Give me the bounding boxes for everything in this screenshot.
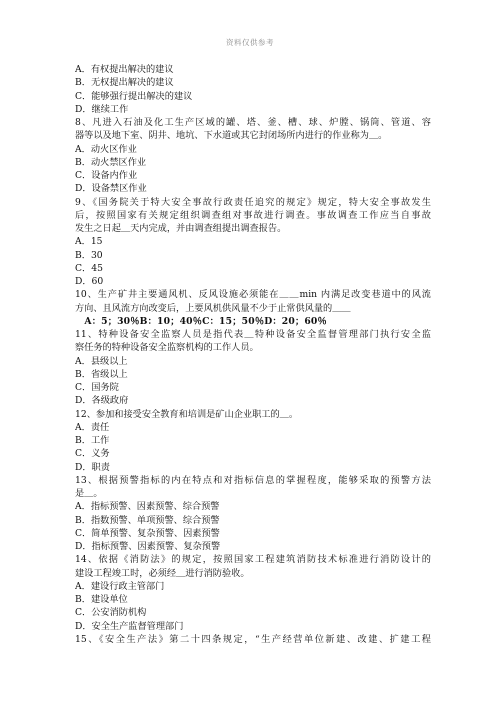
text-line: D．继续工作 [75, 103, 129, 115]
text-line: 13、根据预警指标的内在特点和对指标信息的掌握程度，能够采取的预警方法 [75, 474, 431, 486]
text-line: 9、《国务院关于特大安全事故行政责任追究的规定》规定，特大安全事故发生 [75, 196, 431, 208]
text-line: 是＿。 [75, 488, 103, 499]
document-body [75, 63, 431, 646]
text-line: B．动火禁区作业 [75, 156, 147, 168]
text-line: B．指数预警、单项预警、综合预警 [75, 514, 220, 526]
text-line: D．各级政府 [75, 395, 129, 407]
text-line: B．无权提出解决的建议 [75, 77, 174, 89]
text-line: A．动火区作业 [75, 143, 137, 155]
text-line: C．45 [75, 262, 103, 274]
text-line: 器等以及地下室、阴井、地坑、下水道或其它封闭场所内进行的作业称为＿。 [75, 130, 388, 142]
text-line: D．安全生产监督管理部门 [75, 620, 184, 632]
text-line: 15、《安全生产法》第二十四条规定，“生产经营单位新建、改建、扩建工程 [75, 633, 431, 645]
text-line: D．设备禁区作业 [75, 183, 147, 195]
text-line: A．15 [75, 236, 103, 248]
text-line: 10、生产矿井主要通风机、反风设施必须能在＿＿min 内满足改变巷道中的风流 [75, 289, 431, 301]
text-line: C．公安消防机构 [75, 607, 147, 619]
text-line: 发生之日起＿天内完成，并由调查组提出调查报告。 [75, 223, 287, 234]
text-line: D．职责 [75, 461, 110, 473]
text-line: 方向、且风流方向改变后，上要风机供风量不少于止常供风量的＿＿ [75, 302, 351, 314]
text-line: A．责任 [75, 421, 110, 433]
text-line: 察任务的特种设备安全监察机构的工作人员。 [75, 342, 259, 354]
text-line: 8、凡进入石油及化工生产区域的罐、塔、釜、槽、球、炉膛、锅筒、管道、容 [75, 117, 431, 128]
text-line: A．建设行政主管部门 [75, 580, 165, 592]
text-line: 建设工程竣工时，必须经＿进行消防验收。 [75, 567, 250, 579]
text-line: 后，按照国家有关规定组织调查组对事故进行调查。事故调查工作应当自事故 [75, 209, 431, 221]
text-line: C．设备内作业 [75, 170, 138, 181]
text-line: 11、特种设备安全监察人员是指代表＿特种设备安全监督管理部门执行安全监 [75, 329, 431, 340]
text-line: A．县级以上 [75, 355, 128, 367]
text-line: C．简单预警、复杂预警、因素预警 [75, 527, 220, 539]
text-line: A．指标预警、因素预警、综合预警 [75, 501, 220, 513]
text-line: B．建设单位 [75, 594, 128, 605]
text-line: A．有权提出解决的建议 [75, 64, 174, 75]
text-line: D．指标预警、因素预警、复杂预警 [75, 541, 221, 552]
text-line: 14、依据《消防法》的规定，按照国家工程建筑消防技术标准进行消防设计的 [75, 554, 431, 566]
text-line: C．能够强行提出解决的建议 [75, 90, 193, 102]
text-line: A：5；30％B：10；40％C：15；50％D：20；60％ [75, 315, 327, 327]
text-line: C．国务院 [75, 382, 119, 393]
text-line: 12、参加和接受安全教育和培训是矿山企业职工的＿。 [75, 408, 299, 420]
text-line: C．义务 [75, 448, 110, 460]
text-line: B．30 [75, 249, 103, 261]
text-line: B．省级以上 [75, 368, 128, 380]
header-watermark: 资料仅供参考 [226, 38, 274, 47]
text-line: B．工作 [75, 435, 110, 446]
text-line: D．60 [75, 276, 104, 287]
